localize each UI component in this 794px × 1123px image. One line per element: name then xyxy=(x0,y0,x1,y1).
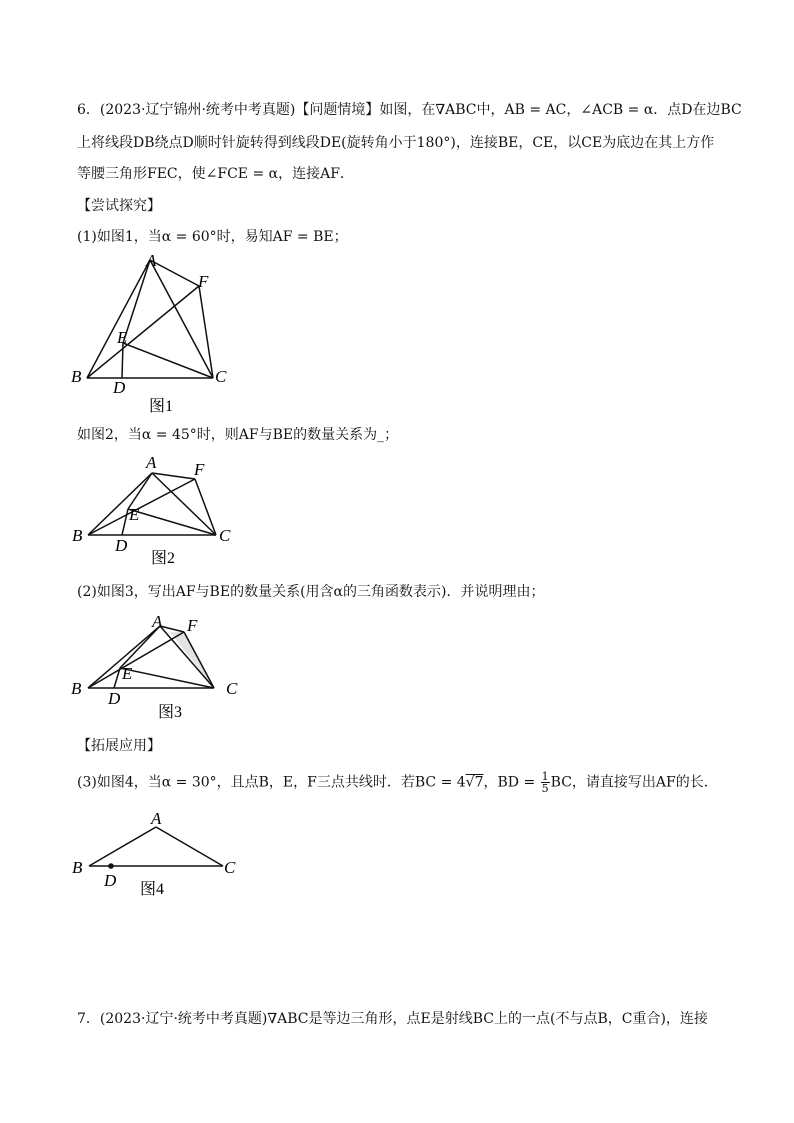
section-heading-ext: 【拓展应用】 xyxy=(77,738,161,754)
part2-text: (2)如图3，写出AF与BE的数量关系(用含α的三角函数表示)．并说明理由； xyxy=(77,584,545,600)
fig3-label-B: B xyxy=(71,679,82,698)
fig4-label-C: C xyxy=(224,858,236,877)
part3-text xyxy=(77,771,718,794)
part3-text-a: (3)如图4，当α = 30°，且点B，E，F三点共线时．若BC = 4 xyxy=(77,774,466,791)
fig4-label-A: A xyxy=(151,809,162,828)
fig4-label-D: D xyxy=(104,871,117,890)
fig1-label-C: C xyxy=(215,367,227,386)
fig2-label-E: E xyxy=(129,505,140,524)
fig3-label-A: A xyxy=(152,612,163,631)
fig3-label-D: D xyxy=(108,689,121,708)
fig4-caption: 图4 xyxy=(140,881,165,898)
part3-text-c: BC，请直接写出AF的长． xyxy=(550,774,718,791)
fig1-label-B: B xyxy=(71,367,82,386)
problem6-line3: 等腰三角形FEC，使∠FCE = α，连接AF． xyxy=(77,166,354,182)
section-heading-try: 【尝试探究】 xyxy=(77,198,161,214)
figure-1 xyxy=(66,248,266,418)
fig2-label-D: D xyxy=(115,536,128,555)
fig2-label-B: B xyxy=(72,526,83,545)
part1b-text: 如图2，当α = 45°时，则AF与BE的数量关系为_； xyxy=(77,427,399,443)
fig1-caption: 图1 xyxy=(149,398,174,415)
figure-4 xyxy=(66,805,266,905)
fig4-label-B: B xyxy=(72,858,83,877)
fig1-label-D: D xyxy=(113,378,126,397)
problem6-line2: 上将线段DB绕点D顺时针旋转得到线段DE(旋转角小于180°)，连接BE，CE，以CE为底边在其上方作 xyxy=(77,135,715,151)
part1-text: (1)如图1，当α = 60°时，易知AF = BE； xyxy=(77,229,348,245)
fig2-label-A: A xyxy=(146,453,157,472)
fig3-label-E: E xyxy=(122,664,133,683)
fig1-label-E: E xyxy=(117,328,128,347)
fig2-label-F: F xyxy=(194,460,205,479)
part3-fraction: $\frac{1}{5}$ xyxy=(541,770,549,795)
fig3-label-F: F xyxy=(187,616,198,635)
part3-sqrt-value: √7 xyxy=(465,774,484,791)
fig3-caption: 图3 xyxy=(158,704,183,721)
fig1-label-A: A xyxy=(146,251,157,270)
problem6-line1: 6．(2023·辽宁锦州·统考中考真题)【问题情境】如图，在∇ABC中，AB = AC，∠ACB = α．点D在边BC xyxy=(77,102,742,118)
fig1-label-F: F xyxy=(198,272,209,291)
fig2-label-C: C xyxy=(219,526,231,545)
part3-text-b: ，BD = xyxy=(483,774,536,791)
figure-2 xyxy=(66,452,266,570)
problem7-line1: 7．(2023·辽宁·统考中考真题)∇ABC是等边三角形，点E是射线BC上的一点(不与点B，C重合)，连接 xyxy=(77,1011,708,1027)
fig2-caption: 图2 xyxy=(151,550,176,567)
figure-3 xyxy=(66,608,266,726)
fig3-label-C: C xyxy=(226,679,238,698)
fig4-point-D xyxy=(108,863,114,869)
